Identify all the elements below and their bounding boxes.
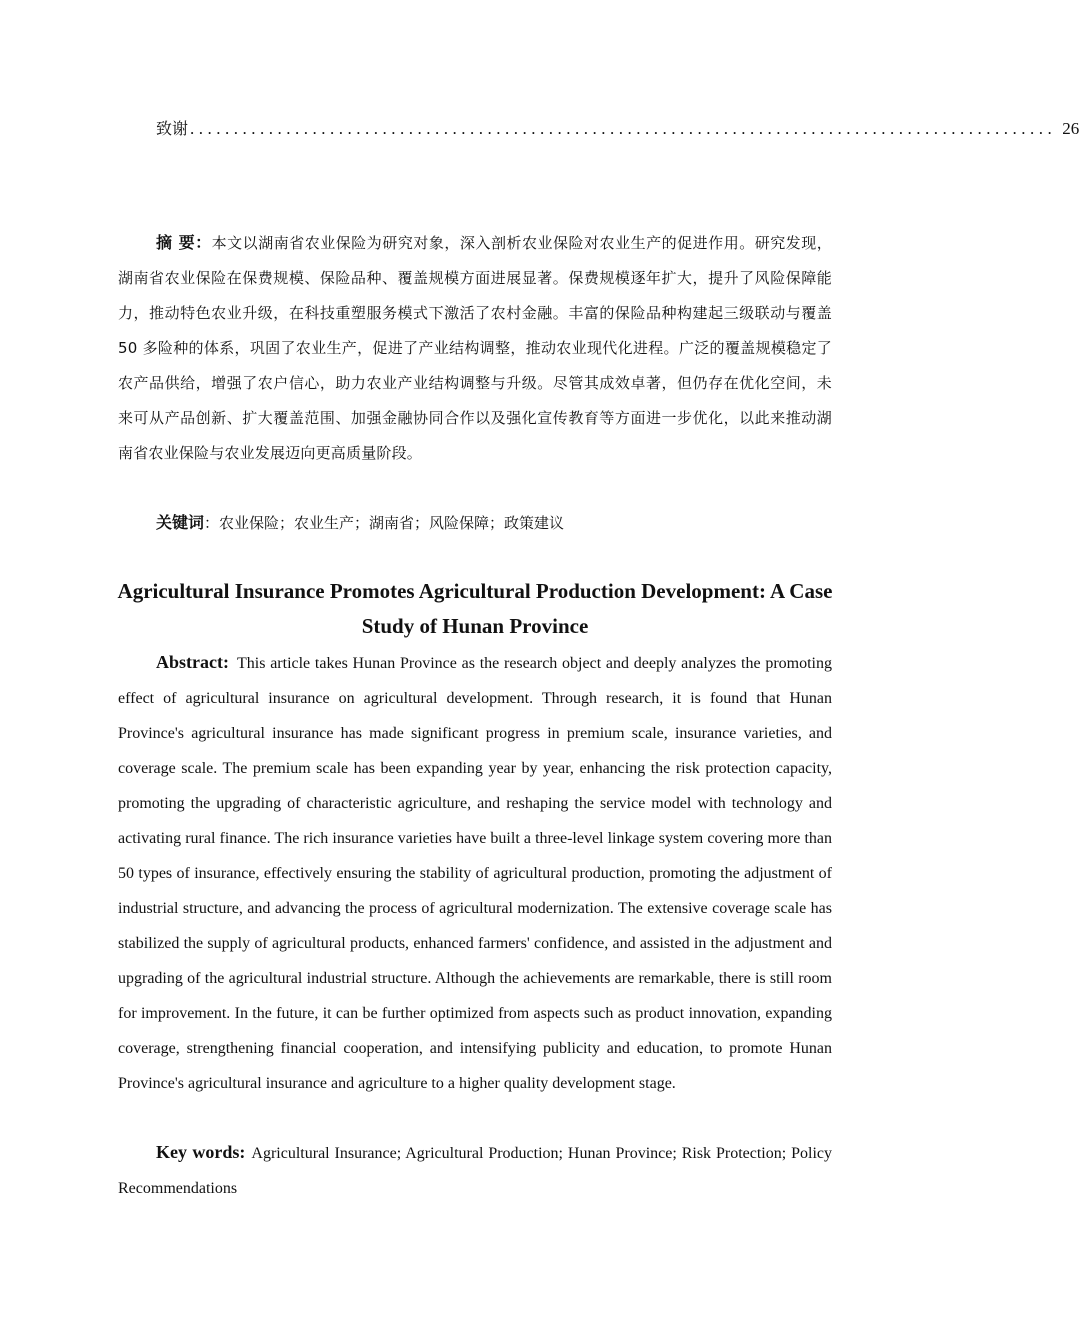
english-abstract-text: This article takes Hunan Province as the research object and deeply analyzes the promoting effect of agricultural insurance on agricultural development. Through research, it is found that Hunan Province's agricultural insurance has made significant progress in premium scale, insurance varieties, and coverage scale. The premium scale has been expanding year by year, enhancing the risk protection capacity, promoting the upgrading of characteristic agriculture, and reshaping the service model with technology and activating rural finance. The rich insurance varieties have built a three-level linkage system covering more than 50 types of insurance, effectively ensuring the stability of agricultural production, promoting the adjustment of industrial structure, and advancing the process of agricultural modernization. The extensive coverage scale has stabilized the supply of agricultural products, enhanced farmers' confidence, and assisted in the adjustment and upgrading of the agricultural industrial structure. Although the achievements are remarkable, there is still room for improvement. In the future, it can be further optimized from aspects such as product innovation, expanding coverage, strengthening financial cooperation, and intensifying publicity and education, to promote Hunan Province's agricultural insurance and agriculture to a higher quality development stage. [118,655,832,1092]
chinese-keywords-label: 关键词 [156,513,205,532]
toc-page-number: 26 [1062,119,1079,138]
english-abstract [118,645,832,1101]
chinese-keywords-text: 农业保险；农业生产；湖南省；风险保障；政策建议 [219,514,565,532]
toc-leader-dots: ................................................................................................... [190,119,1057,138]
toc-entry-label: 致谢 [156,119,189,138]
chinese-keywords [118,505,832,541]
english-keywords [118,1135,832,1206]
english-title: Agricultural Insurance Promotes Agricultural Production Development: A Case Study of Hunan Province [117,579,833,638]
english-keywords-label: Key words: [156,1142,246,1162]
toc-entry-acknowledgements[interactable] [156,114,1079,144]
chinese-abstract-label: 摘 要： [156,233,212,252]
chinese-keywords-separator: ： [204,514,220,532]
chinese-abstract-text: 本文以湖南省农业保险为研究对象，深入剖析农业保险对农业生产的促进作用。研究发现，湖南省农业保险在保费规模、保险品种、覆盖规模方面进展显著。保费规模逐年扩大，提升了风险保障能力，推动特色农业升级，在科技重塑服务模式下激活了农村金融。丰富的保险品种构建起三级联动与覆盖 50 多险种的体系，巩固了农业生产，促进了产业结构调整，推动农业现代化进程。广泛的覆盖规模稳定了农产品供给，增强了农户信心，助力农业产业结构调整与升级。尽管其成效卓著，但仍存在优化空间，未来可从产品创新、扩大覆盖范围、加强金融协同合作以及强化宣传教育等方面进一步优化，以此来推动湖南省农业保险与农业发展迈向更高质量阶段。 [118,234,832,462]
english-keywords-text: Agricultural Insurance; Agricultural Production; Hunan Province; Risk Protection; Policy Recommendations [118,1145,832,1197]
chinese-abstract [118,225,832,471]
english-abstract-label: Abstract: [156,652,229,672]
